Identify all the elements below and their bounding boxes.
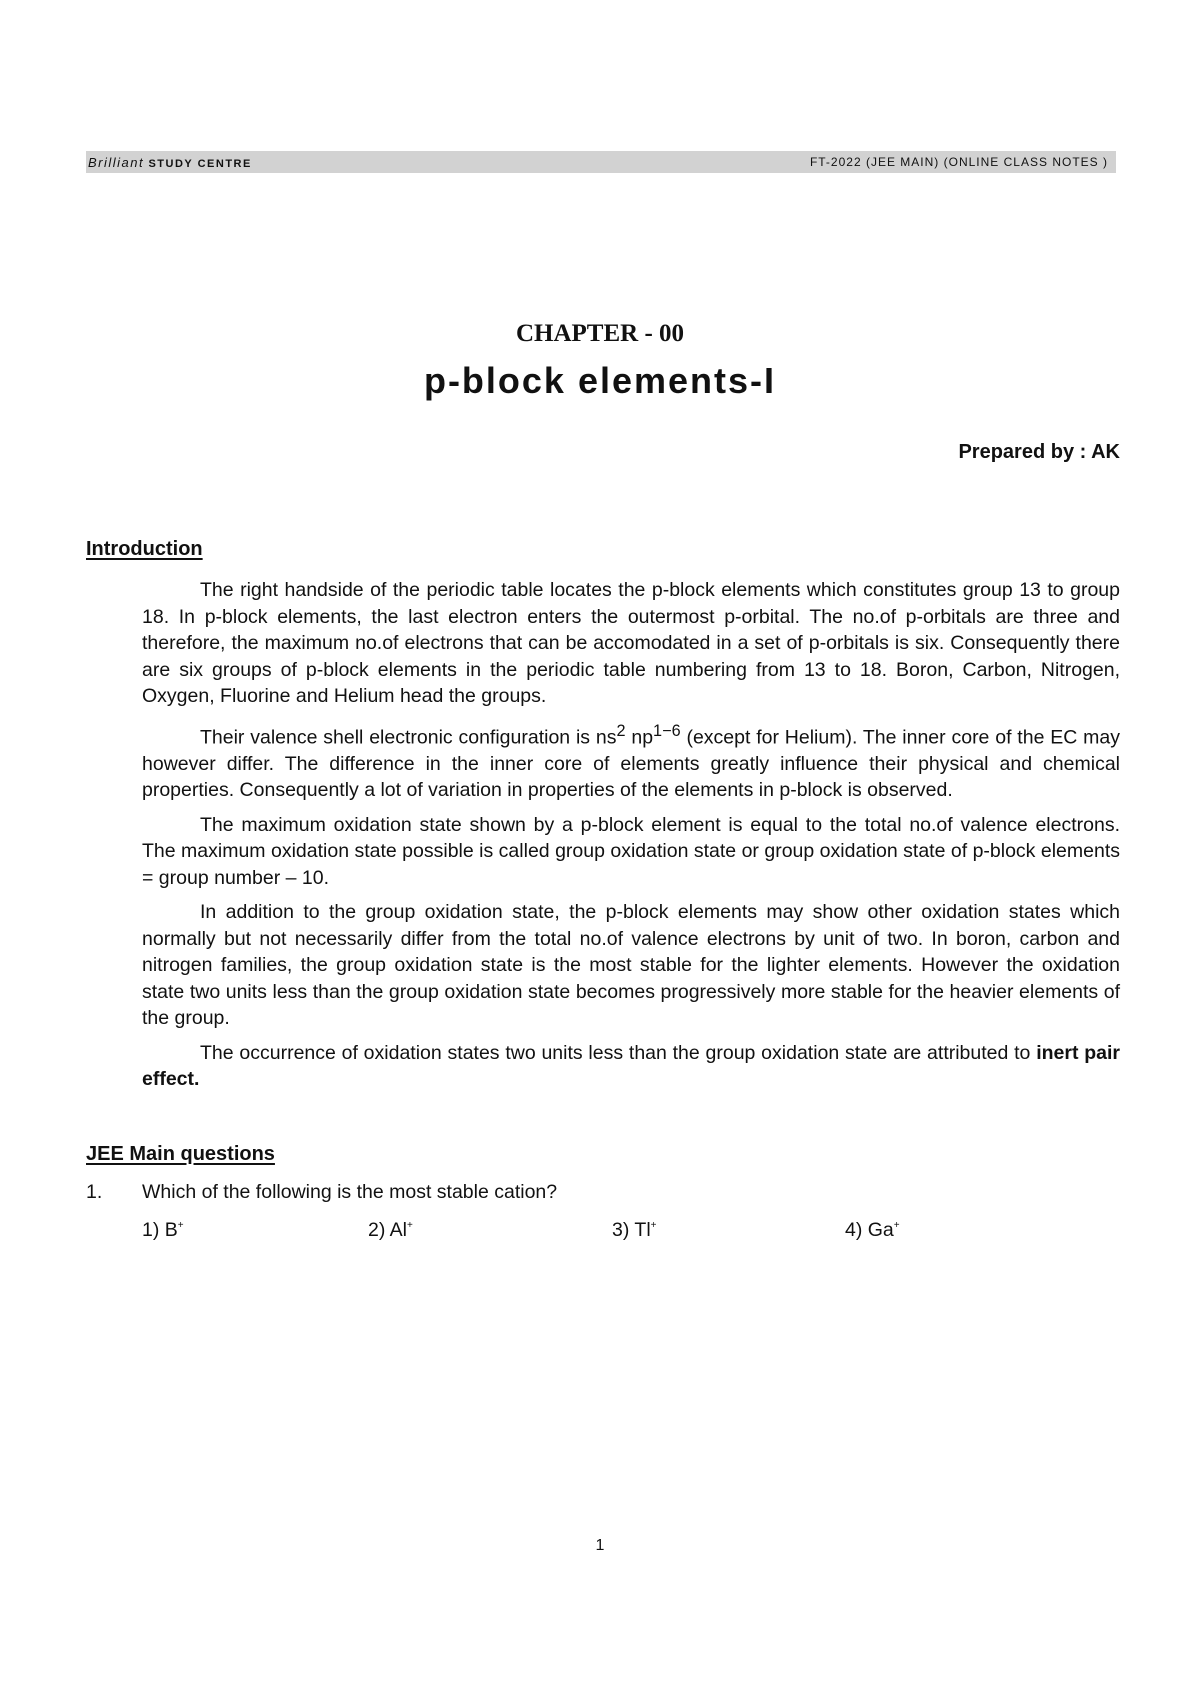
- question-1-options: [142, 1219, 1042, 1247]
- question-1: [86, 1181, 557, 1204]
- p2-text-c: (except for Helium). The inner core of the EC may however differ. The difference in the inner core of elements greatly influence their physical and chemical properties. Consequently a lot of variation in properties of the elements in p-block is observed.: [142, 726, 1120, 801]
- intro-paragraph-4: In addition to the group oxidation state, the p-block elements may show other oxidation states which normally but not necessarily differ from the total no.of valence electrons by unit of two. In boron, carbon and nitrogen families, the group oxidation state is the most stable for the lighter elements. However the oxidation state two units less than the group oxidation state becomes progressively more stable for the heavier elements of the group.: [142, 901, 1120, 1029]
- option-charge: +: [177, 1220, 184, 1231]
- p2-superscript-1: 2: [616, 721, 626, 740]
- p2-superscript-2: 1−6: [653, 721, 681, 740]
- option-label: 2) Al: [368, 1219, 408, 1241]
- option-4: [845, 1219, 900, 1242]
- option-2: [368, 1219, 413, 1242]
- option-label: 1) B: [142, 1219, 178, 1241]
- option-label: 3) Tl: [612, 1219, 651, 1241]
- page-number: 1: [595, 1537, 605, 1554]
- intro-paragraph-3: The maximum oxidation state shown by a p-block element is equal to the total no.of valence electrons. The maximum oxidation state possible is called group oxidation state or group oxidation state of p-block elements = group number – 10.: [142, 813, 1120, 889]
- p5-text: The occurrence of oxidation states two units less than the group oxidation state are attributed to: [200, 1041, 1037, 1064]
- intro-paragraph-1: The right handside of the periodic table locates the p-block elements which constitutes group 13 to group 18. In p-block elements, the last electron enters the outermost p-orbital. The no.of p-orbitals are three and therefore, the maximum no.of electrons that can be accomodated in a set of p-orbitals is six. Consequently there are six groups of p-block elements in the periodic table numbering from 13 to 18. Boron, Carbon, Nitrogen, Oxygen, Fluorine and Helium head the groups.: [142, 579, 1120, 707]
- chapter-title: p-block elements-I: [423, 360, 777, 401]
- introduction-body: [142, 577, 1120, 1101]
- header-brand-italic: Brilliant: [88, 154, 145, 170]
- introduction-heading: Introduction: [86, 538, 203, 560]
- option-3: [612, 1219, 657, 1242]
- p5-bold-term: inert pair effect.: [142, 1041, 1121, 1090]
- header-course-label: FT-2022 (JEE MAIN) (ONLINE CLASS NOTES ): [809, 155, 1108, 169]
- chapter-heading: CHAPTER - 00: [515, 320, 685, 347]
- option-label: 4) Ga: [845, 1219, 894, 1241]
- header-brand: [88, 155, 252, 170]
- p2-text-b: np: [625, 726, 654, 748]
- p2-text-a: Their valence shell electronic configuration is ns: [200, 726, 617, 748]
- option-charge: +: [407, 1220, 413, 1231]
- question-number: 1.: [86, 1181, 103, 1203]
- option-charge: +: [650, 1220, 657, 1231]
- prepared-by: Prepared by : AK: [958, 441, 1120, 463]
- option-1: [142, 1219, 184, 1242]
- running-header: [86, 151, 1116, 173]
- option-charge: +: [893, 1220, 900, 1231]
- intro-paragraph-2: [142, 718, 1120, 804]
- questions-heading: JEE Main questions: [86, 1143, 275, 1165]
- header-brand-caps: STUDY CENTRE: [148, 157, 252, 170]
- question-text: Which of the following is the most stable cation?: [142, 1181, 558, 1203]
- intro-paragraph-5: [142, 1040, 1120, 1093]
